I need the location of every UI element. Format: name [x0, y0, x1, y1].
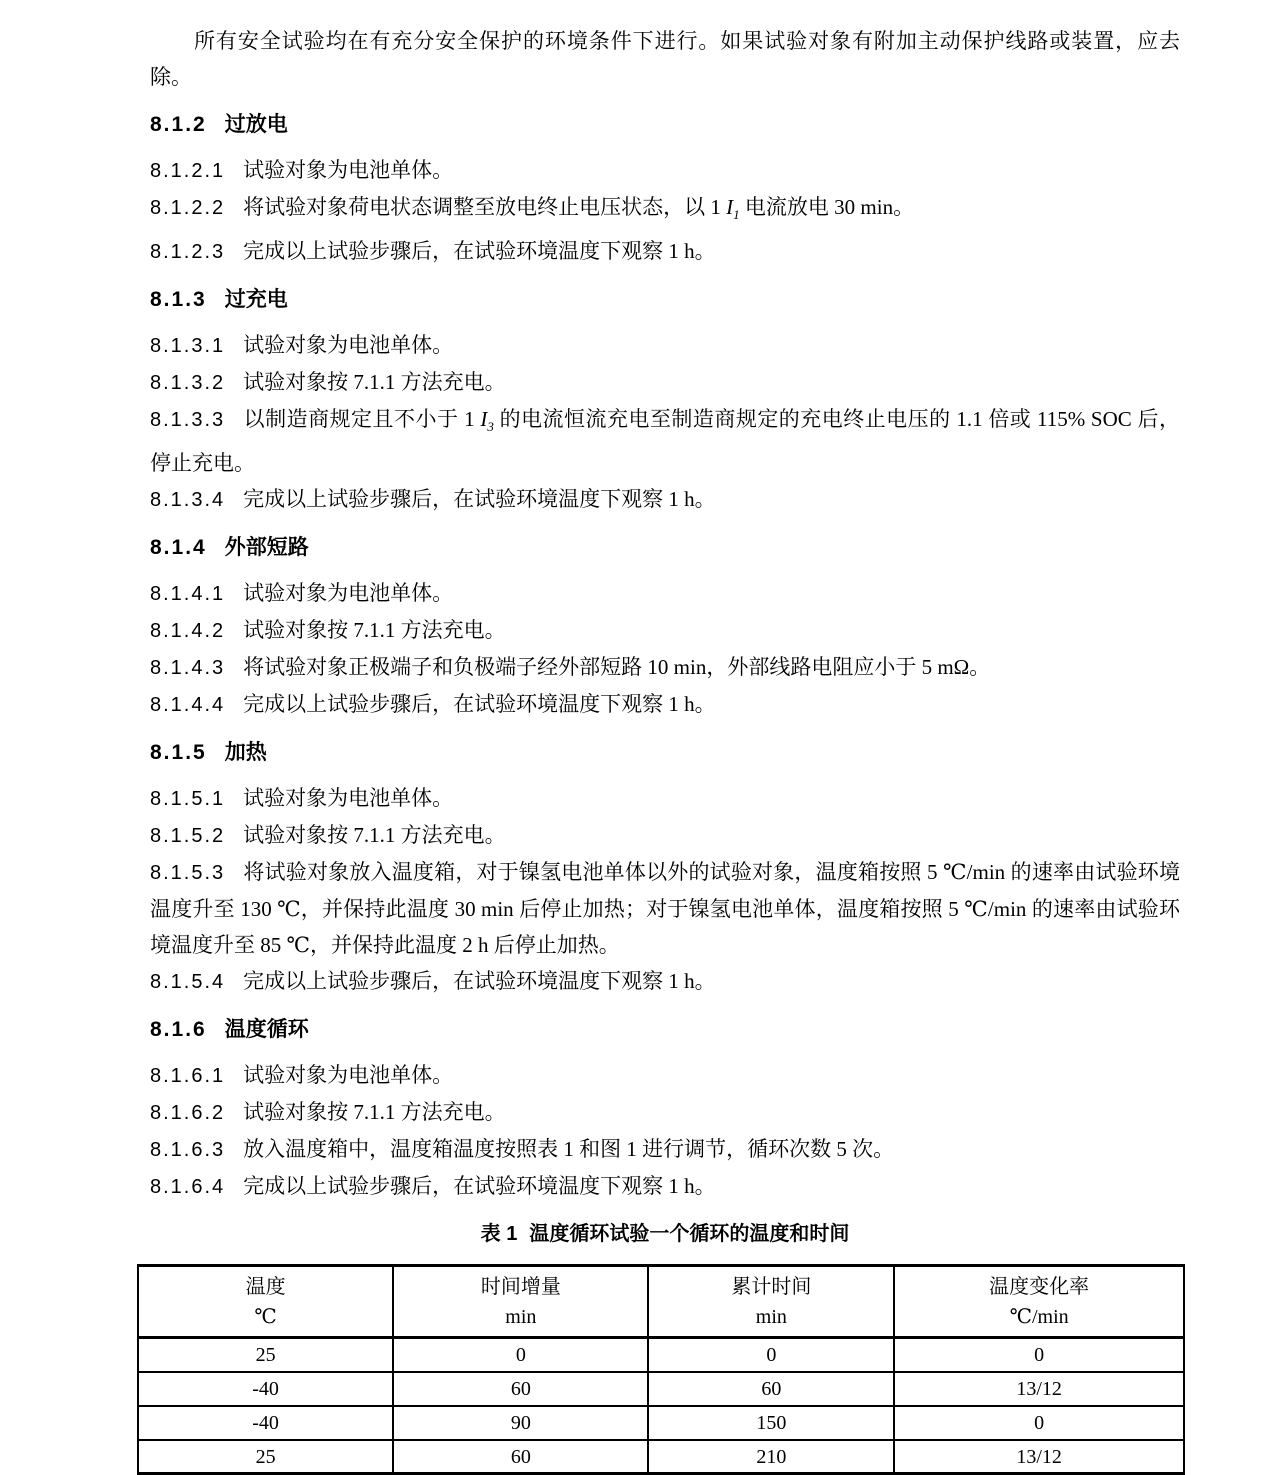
- clause-text: 完成以上试验步骤后，在试验环境温度下观察 1 h。: [243, 487, 716, 512]
- table-header-cell: [393, 1266, 648, 1338]
- table-cell: -40: [138, 1372, 393, 1406]
- clause-text: 完成以上试验步骤后，在试验环境温度下观察 1 h。: [243, 1174, 716, 1199]
- temp-cycle-table: [137, 1264, 1185, 1475]
- header-name: 温度变化率: [989, 1275, 1090, 1298]
- clause-item: [150, 401, 1180, 481]
- clause-number: 8.1.4.4: [150, 694, 226, 717]
- section-heading: [150, 735, 1180, 771]
- clause-text: 试验对象按 7.1.1 方法充电。: [243, 618, 506, 643]
- heading-title: 外部短路: [224, 536, 309, 560]
- clause-item: [150, 686, 1180, 723]
- heading-title: 加热: [224, 741, 267, 765]
- clause-number: 8.1.6.1: [150, 1065, 226, 1088]
- section: [150, 107, 1180, 270]
- heading-title: 温度循环: [224, 1018, 309, 1042]
- current-symbol: $I_1$: [726, 195, 740, 223]
- table-caption: [150, 1216, 1180, 1252]
- clause-item: [150, 481, 1180, 518]
- clause-item: [150, 152, 1180, 189]
- clause-number: 8.1.5.4: [150, 971, 226, 994]
- table-header-cell: [648, 1266, 894, 1338]
- clause-number: 8.1.3.3: [150, 409, 226, 432]
- header-unit: min: [505, 1305, 537, 1328]
- clause-number: 8.1.6.4: [150, 1176, 226, 1199]
- table-cell: 210: [648, 1440, 894, 1474]
- table-row: [138, 1338, 1184, 1372]
- clause-text: 将试验对象荷电状态调整至放电终止电压状态，以 1 $I_1$ 电流放电 30 min。: [243, 195, 915, 223]
- heading-number: 8.1.2: [150, 113, 207, 136]
- clause-text: 将试验对象放入温度箱，对于镍氢电池单体以外的试验对象，温度箱按照 5 ℃/min 的速率由试验环境温度升至 130 ℃，并保持此温度 30 min 后停止加热；对于镍氢电池单体，温度箱按照 5 ℃/min 的速率由试验环境温度升至 85 ℃，并保持此温度 2 h 后停止加热。: [150, 860, 1180, 958]
- clause-number: 8.1.4.1: [150, 583, 226, 606]
- clause-number: 8.1.3.2: [150, 372, 226, 395]
- heading-number: 8.1.6: [150, 1018, 207, 1042]
- clause-item: [150, 327, 1180, 364]
- heading-title: 过放电: [224, 113, 288, 136]
- table-cell: 0: [648, 1338, 894, 1372]
- table-cell: 0: [894, 1406, 1184, 1440]
- section: [150, 282, 1180, 518]
- current-symbol: $I_3$: [480, 407, 494, 435]
- clause-text: 试验对象为电池单体。: [243, 786, 454, 811]
- section-heading: [150, 1012, 1180, 1048]
- table-row: [138, 1372, 1184, 1406]
- section: [150, 735, 1180, 1000]
- table-cell: 60: [648, 1372, 894, 1406]
- clause-number: 8.1.4.2: [150, 620, 226, 643]
- clause-text: 试验对象为电池单体。: [243, 158, 454, 182]
- clause-text: 完成以上试验步骤后，在试验环境温度下观察 1 h。: [243, 239, 716, 264]
- clause-item: [150, 817, 1180, 854]
- header-unit: ℃/min: [1009, 1305, 1069, 1328]
- clause-text: 将试验对象正极端子和负极端子经外部短路 10 min，外部线路电阻应小于 5 mΩ。: [243, 655, 991, 680]
- table-cell: -40: [138, 1406, 393, 1440]
- clause-text: 完成以上试验步骤后，在试验环境温度下观察 1 h。: [243, 692, 716, 717]
- table-header-cell: [894, 1266, 1184, 1338]
- table-cell: 60: [393, 1440, 648, 1474]
- clause-number: 8.1.5.3: [150, 862, 226, 885]
- table-caption-label: 表 1: [480, 1223, 518, 1246]
- header-name: 温度: [245, 1275, 286, 1298]
- section: [150, 1012, 1180, 1205]
- temp-cycle-table-wrap: [137, 1264, 1185, 1475]
- heading-number: 8.1.5: [150, 741, 207, 765]
- clause-number: 8.1.2.3: [150, 241, 226, 264]
- intro-paragraph: 所有安全试验均在有充分安全保护的环境条件下进行。如果试验对象有附加主动保护线路或装置，应去除。: [150, 29, 1180, 89]
- clause-text: 试验对象按 7.1.1 方法充电。: [243, 823, 506, 848]
- header-unit: min: [755, 1305, 787, 1328]
- clause-number: 8.1.5.1: [150, 788, 226, 811]
- heading-title: 过充电: [224, 288, 288, 312]
- table-row: [138, 1406, 1184, 1440]
- clause-text: 试验对象为电池单体。: [243, 1063, 454, 1088]
- clause-item: [150, 233, 1180, 270]
- table-cell: 60: [393, 1372, 648, 1406]
- header-name: 累计时间: [731, 1275, 812, 1298]
- section-heading: [150, 107, 1180, 143]
- table-cell: 90: [393, 1406, 648, 1440]
- clause-text: 试验对象按 7.1.1 方法充电。: [243, 1100, 506, 1125]
- table-body: [138, 1338, 1184, 1474]
- clause-text: 放入温度箱中，温度箱温度按照表 1 和图 1 进行调节，循环次数 5 次。: [243, 1137, 895, 1162]
- clause-number: 8.1.2.2: [150, 197, 226, 219]
- clause-item: [150, 1057, 1180, 1094]
- clause-item: [150, 780, 1180, 817]
- section-heading: [150, 282, 1180, 318]
- clause-item: [150, 1168, 1180, 1205]
- clause-number: 8.1.2.1: [150, 160, 226, 182]
- clause-text: 试验对象为电池单体。: [243, 333, 454, 358]
- table-cell: 13/12: [894, 1372, 1184, 1406]
- table-caption-title: 温度循环试验一个循环的温度和时间: [529, 1223, 850, 1246]
- clause-number: 8.1.5.2: [150, 825, 226, 848]
- table-header-cell: [138, 1266, 393, 1338]
- table-cell: 0: [393, 1338, 648, 1372]
- table-header-row: [138, 1266, 1184, 1338]
- clause-number: 8.1.6.3: [150, 1139, 226, 1162]
- clause-text: 试验对象为电池单体。: [243, 581, 454, 606]
- header-unit: ℃: [254, 1305, 277, 1328]
- clause-item: [150, 1094, 1180, 1131]
- section: [150, 530, 1180, 723]
- heading-number: 8.1.3: [150, 288, 207, 312]
- clause-number: 8.1.3.1: [150, 335, 226, 358]
- table-cell: 25: [138, 1338, 393, 1372]
- clause-item: [150, 189, 1180, 233]
- header-name: 时间增量: [480, 1275, 561, 1298]
- clause-item: [150, 649, 1180, 686]
- clause-item: [150, 612, 1180, 649]
- heading-number: 8.1.4: [150, 536, 207, 560]
- clause-item: [150, 1131, 1180, 1168]
- clause-number: 8.1.6.2: [150, 1102, 226, 1125]
- clause-item: [150, 364, 1180, 401]
- table-head: [138, 1266, 1184, 1338]
- clause-item: [150, 854, 1180, 963]
- clause-text: 试验对象按 7.1.1 方法充电。: [243, 370, 506, 395]
- table-cell: 0: [894, 1338, 1184, 1372]
- table-cell: 13/12: [894, 1440, 1184, 1474]
- clause-item: [150, 575, 1180, 612]
- sections-container: [150, 107, 1180, 1205]
- clause-number: 8.1.3.4: [150, 489, 226, 512]
- clause-number: 8.1.4.3: [150, 657, 226, 680]
- clause-text: 完成以上试验步骤后，在试验环境温度下观察 1 h。: [243, 969, 716, 994]
- clause-text: 以制造商规定且不小于 1 $I_3$ 的电流恒流充电至制造商规定的充电终止电压的 1.1 倍或 115% SOC 后，停止充电。: [150, 407, 1180, 476]
- table-cell: 25: [138, 1440, 393, 1474]
- clause-item: [150, 963, 1180, 1000]
- table-cell: 150: [648, 1406, 894, 1440]
- section-heading: [150, 530, 1180, 566]
